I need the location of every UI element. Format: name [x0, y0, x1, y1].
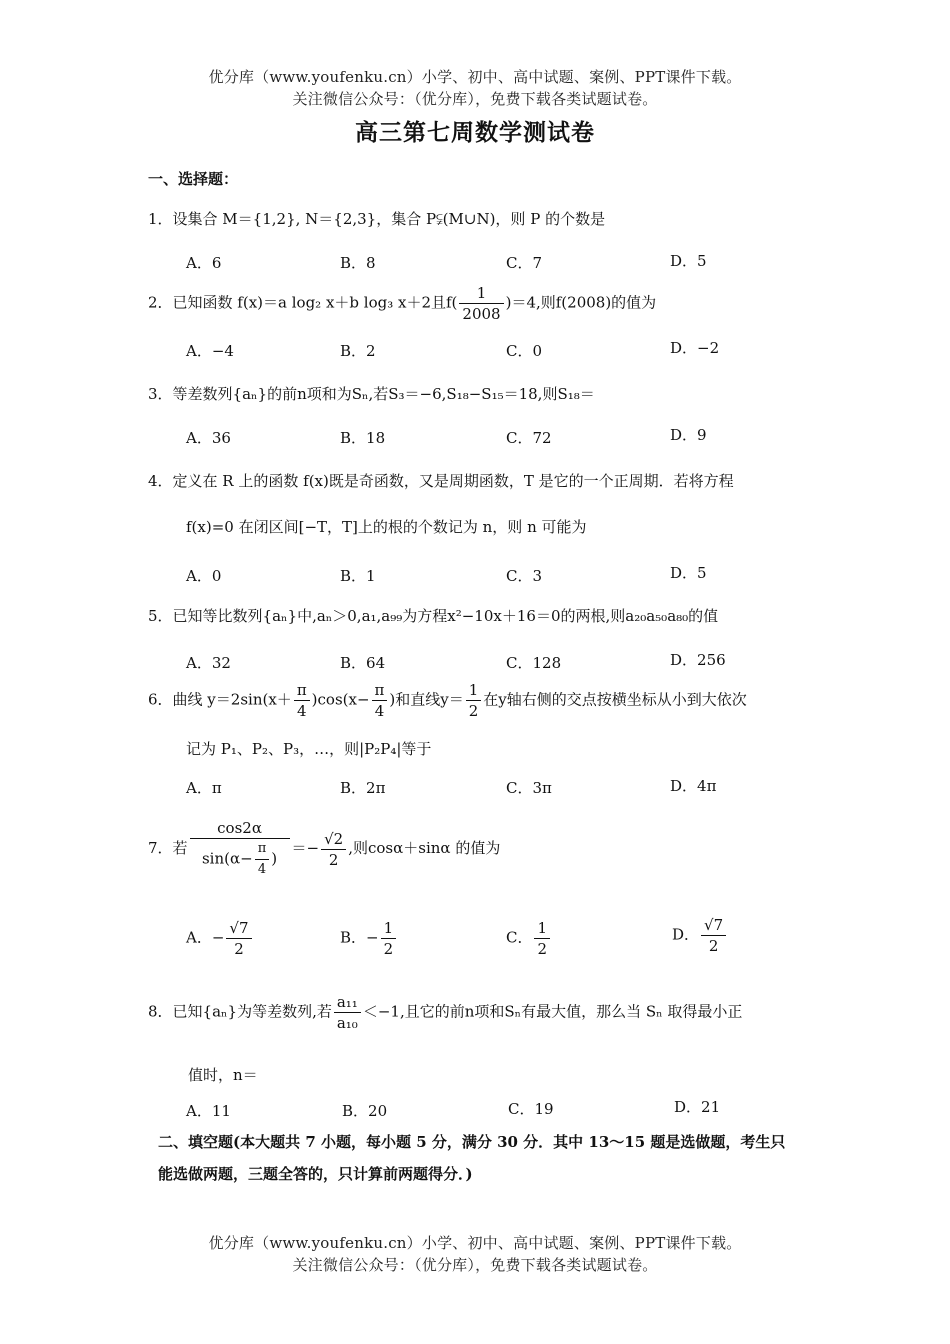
section-fill-heading-line-2: 能选做两题，三题全答的，只计算前两题得分．) — [158, 1165, 473, 1183]
q5-option-d: D．256 — [670, 651, 726, 669]
q7-option-a-denominator: 2 — [234, 940, 244, 958]
question-1-stem: 1．设集合 M＝{1,2}, N＝{2,3}，集合 P⫋(M∪N)，则 P 的个数是 — [148, 210, 606, 228]
q6-option-c: C．3π — [506, 779, 552, 797]
q7-den-part-b: ) — [271, 849, 278, 868]
q7-value-denominator: 2 — [328, 850, 339, 869]
header-line-1: 优分库（www.youfenku.cn）小学、初中、高中试题、案例、PPT课件下载。 — [208, 68, 742, 86]
q6-fraction-1 — [294, 680, 310, 721]
q8-stem-part-a: 8．已知{aₙ}为等差数列,若 — [148, 1002, 332, 1021]
q4-option-a: A．0 — [186, 567, 222, 585]
q7-lead: 7．若 — [148, 839, 188, 857]
q7-option-a-label: A． — [186, 928, 212, 947]
q1-option-b: B．8 — [340, 254, 376, 272]
q8-option-d: D．21 — [674, 1098, 721, 1116]
q1-option-d: D．5 — [670, 252, 707, 270]
q8-stem-part-b: ＜−1,且它的前n项和Sₙ有最大值，那么当 Sₙ 取得最小正 — [362, 1002, 743, 1021]
q7-equals: ＝− — [291, 839, 320, 857]
page-title: 高三第七周数学测试卷 — [355, 119, 595, 146]
q8-option-c: C．19 — [508, 1100, 554, 1118]
q6-option-a: A．π — [186, 779, 222, 797]
q7-option-a-fraction — [226, 918, 251, 959]
q2-option-a: A．−4 — [186, 342, 234, 360]
q6-fraction-1-denominator: 4 — [296, 702, 307, 720]
q2-fraction-numerator: 1 — [459, 283, 503, 304]
q2-option-c: C．0 — [506, 342, 543, 360]
q6-fraction-3-numerator: 1 — [466, 680, 482, 701]
q6-stem-part-a: 6．曲线 y＝2sin(x＋ — [148, 690, 292, 709]
q8-fraction — [334, 992, 361, 1033]
q6-fraction-2-denominator: 4 — [374, 702, 385, 720]
q7-option-c-fraction — [534, 918, 550, 959]
header-line-2: 关注微信公众号：（优分库），免费下载各类试题试卷。 — [292, 90, 658, 108]
q6-fraction-2-numerator: π — [372, 680, 388, 701]
q7-main-denominator — [190, 839, 290, 880]
q8-fraction-numerator: a₁₁ — [334, 992, 361, 1013]
question-3-stem: 3．等差数列{aₙ}的前n项和为Sₙ,若S₃＝−6,S₁₈−S₁₅＝18,则S₁₈＝ — [148, 385, 595, 403]
q2-option-b: B．2 — [340, 342, 376, 360]
q7-den-inner-fraction — [255, 839, 270, 880]
q4-option-c: C．3 — [506, 567, 543, 585]
q6-fraction-3 — [466, 680, 482, 721]
q5-option-b: B．64 — [340, 654, 386, 672]
q7-option-b-sign: − — [366, 928, 379, 947]
q5-option-a: A．32 — [186, 654, 231, 672]
q8-fraction-denominator: a₁₀ — [336, 1014, 358, 1032]
q4-option-b: B．1 — [340, 567, 376, 585]
section-fill-heading-line-1: 二、填空题(本大题共 7 小题，每小题 5 分，满分 30 分．其中 13～15 题是选做题，考生只 — [158, 1133, 786, 1151]
q1-option-c: C．7 — [506, 254, 543, 272]
q7-option-d-denominator: 2 — [708, 937, 719, 955]
q6-stem-part-d: 在y轴右侧的交点按横坐标从小到大依次 — [483, 690, 747, 709]
q7-option-c — [506, 918, 552, 959]
q2-stem-part-b: )＝4,则f(2008)的值为 — [505, 293, 657, 312]
question-5-stem: 5．已知等比数列{aₙ}中,aₙ＞0,a₁,a₉₉为方程x²−10x＋16＝0的两根,则a₂₀a₅₀a₈₀的值 — [148, 607, 719, 625]
question-4-stem-line-2: f(x)=0 在闭区间[−T，T]上的根的个数记为 n，则 n 可能为 — [186, 518, 587, 536]
q3-option-d: D．9 — [670, 426, 707, 444]
question-7-stem — [148, 818, 500, 880]
q7-option-d-fraction — [701, 915, 726, 956]
question-4-stem: 4．定义在 R 上的函数 f(x)既是奇函数，又是周期函数，T 是它的一个正周期．若将方程 — [148, 472, 734, 490]
q7-option-b-denominator: 2 — [383, 940, 394, 958]
q6-stem-part-c: )和直线y＝ — [389, 690, 464, 709]
q7-option-b — [340, 918, 398, 959]
q7-option-b-numerator: 1 — [381, 918, 397, 939]
q6-option-d: D．4π — [670, 777, 717, 795]
q2-fraction — [459, 283, 503, 324]
q2-option-d: D．−2 — [670, 339, 720, 357]
question-8-stem — [148, 992, 742, 1033]
q4-option-d: D．5 — [670, 564, 707, 582]
question-2-stem — [148, 283, 656, 324]
q6-option-b: B．2π — [340, 779, 386, 797]
q1-option-a: A．6 — [186, 254, 222, 272]
q7-option-d — [672, 915, 728, 956]
q7-option-b-fraction — [381, 918, 397, 959]
q7-tail: ,则cosα＋sinα 的值为 — [348, 839, 501, 857]
q7-main-fraction — [190, 818, 290, 880]
q8-option-b: B．20 — [342, 1102, 388, 1120]
question-8-stem-line-2: 值时，n＝ — [188, 1066, 258, 1084]
q7-option-c-label: C． — [506, 928, 533, 947]
q7-option-c-denominator: 2 — [537, 940, 548, 958]
q2-stem-part-a: 2．已知函数 f(x)＝a log₂ x＋b log₃ x＋2且f( — [148, 293, 458, 312]
footer-line-2: 关注微信公众号：（优分库），免费下载各类试题试卷。 — [292, 1256, 658, 1274]
q7-den-inner-numerator: π — [255, 839, 270, 860]
q7-option-c-numerator: 1 — [534, 918, 550, 939]
q6-fraction-3-denominator: 2 — [468, 702, 479, 720]
q7-main-numerator: cos2α — [190, 818, 290, 839]
question-6-stem — [148, 680, 747, 721]
question-6-stem-line-2: 记为 P₁、P₂、P₃，…，则|P₂P₄|等于 — [186, 740, 432, 758]
q3-option-a: A．36 — [186, 429, 231, 447]
q7-option-b-label: B． — [340, 928, 367, 947]
q7-option-d-numerator: √7 — [701, 915, 726, 936]
q7-value-fraction — [321, 829, 346, 870]
footer-line-1: 优分库（www.youfenku.cn）小学、初中、高中试题、案例、PPT课件下载。 — [208, 1234, 742, 1252]
q7-den-inner-denominator: 4 — [257, 862, 267, 877]
q7-option-a — [186, 918, 254, 959]
q6-fraction-1-numerator: π — [294, 680, 310, 701]
q7-den-part-a: sin(α− — [201, 849, 253, 868]
q2-fraction-denominator: 2008 — [462, 305, 501, 323]
q6-stem-part-b: )cos(x− — [311, 690, 370, 709]
q5-option-c: C．128 — [506, 654, 562, 672]
q7-option-a-numerator: √7 — [226, 918, 251, 939]
q3-option-b: B．18 — [340, 429, 386, 447]
q7-value-numerator: √2 — [321, 829, 346, 850]
q7-option-a-sign: − — [211, 928, 225, 947]
q3-option-c: C．72 — [506, 429, 552, 447]
q8-option-a: A．11 — [186, 1102, 231, 1120]
q7-option-d-label: D． — [672, 925, 700, 944]
section-choice-heading: 一、选择题： — [148, 170, 239, 188]
q6-fraction-2 — [372, 680, 388, 721]
